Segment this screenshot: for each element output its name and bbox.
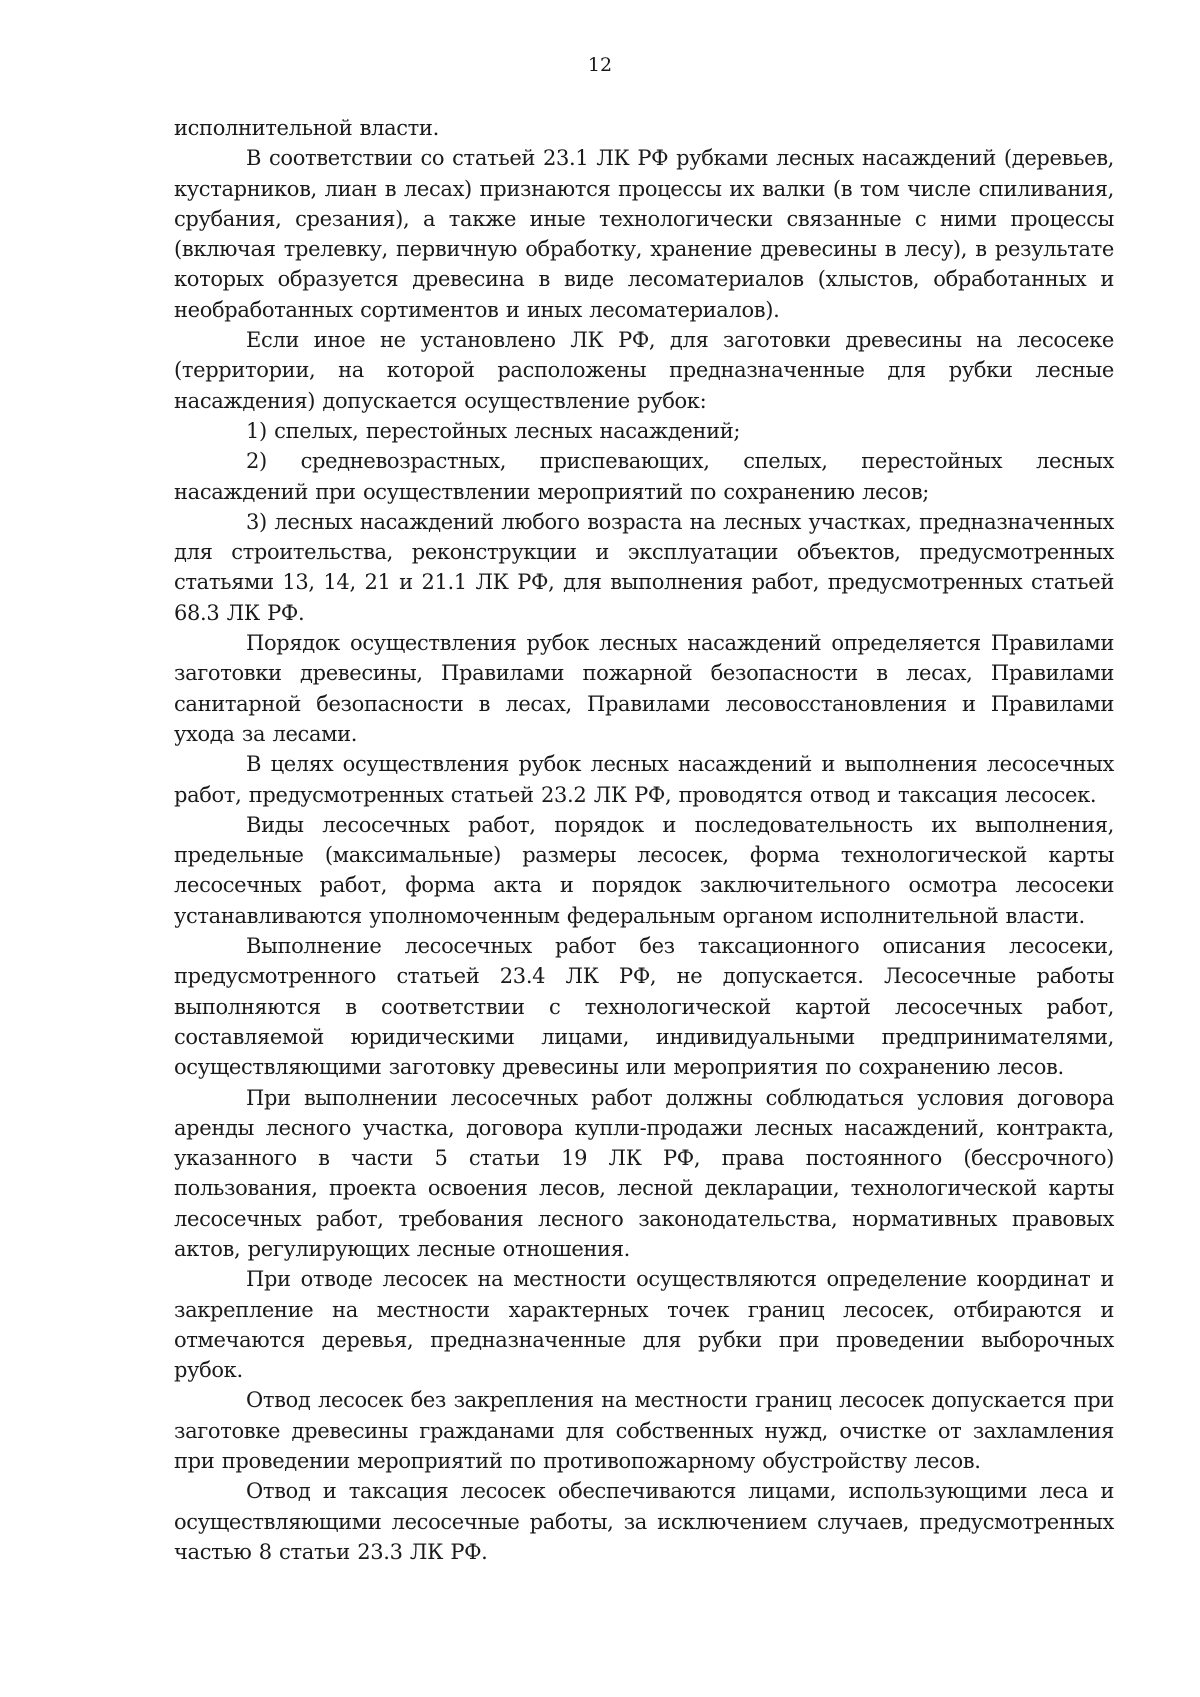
paragraph: Порядок осуществления рубок лесных насаждений определяется Правилами заготовки древесины, Правилами пожарной безопасности в лесах, Правилами санитарной безопасности в лесах, Правилами лесовосстановления и Правилами ухода за лесами.: [174, 631, 1114, 746]
paragraph-continuation: исполнительной власти.: [174, 116, 439, 140]
list-item: 3) лесных насаждений любого возраста на лесных участках, предназначенных для строительства, реконструкции и эксплуатации объектов, предусмотренных статьями 13, 14, 21 и 21.1 ЛК РФ, для выполнения работ, предусмотренных статьей 68.3 ЛК РФ.: [174, 509, 1114, 625]
paragraph: В целях осуществления рубок лесных насаждений и выполнения лесосечных работ, предусмотренных статьей 23.2 ЛК РФ, проводятся отвод и таксация лесосек.: [174, 752, 1114, 807]
list-item: 1) спелых, перестойных лесных насаждений;: [246, 418, 741, 443]
paragraph: Если иное не установлено ЛК РФ, для заготовки древесины на лесосеке (территории, на которой расположены предназначенные для рубки лесные насаждения) допускается осуществление рубок:: [174, 328, 1114, 413]
paragraph: При выполнении лесосечных работ должны соблюдаться условия договора аренды лесного участка, договора купли-продажи лесных насаждений, контракта, указанного в части 5 статьи 19 ЛК РФ, права постоянного (бессрочного) пользования, проекта освоения лесов, лесной декларации, технологической карты лесосечных работ, требования лесного законодательства, нормативных правовых актов, регулирующих лесные отношения.: [174, 1085, 1114, 1261]
paragraph: Отвод и таксация лесосек обеспечиваются лицами, использующими леса и осуществляющими лесосечные работы, за исключением случаев, предусмотренных частью 8 статьи 23.3 ЛК РФ.: [174, 1479, 1114, 1564]
list-item: 2) средневозрастных, приспевающих, спелых, перестойных лесных насаждений при осуществлении мероприятий по сохранению лесов;: [174, 449, 1114, 504]
paragraph: В соответствии со статьей 23.1 ЛК РФ рубками лесных насаждений (деревьев, кустарников, лиан в лесах) признаются процессы их валки (в том числе спиливания, срубания, срезания), а также иные технологически связанные с ними процессы (включая трелевку, первичную обработку, хранение древесины в лесу), в результате которых образуется древесина в виде лесоматериалов (хлыстов, обработанных и необработанных сортиментов и иных лесоматериалов).: [174, 146, 1114, 322]
paragraph: Виды лесосечных работ, порядок и последовательность их выполнения, предельные (максимальные) размеры лесосек, форма технологической карты лесосечных работ, форма акта и порядок заключительного осмотра лесосеки устанавливаются уполномоченным федеральным органом исполнительной власти.: [174, 812, 1114, 928]
paragraph: Выполнение лесосечных работ без таксационного описания лесосеки, предусмотренного статьей 23.4 ЛК РФ, не допускается. Лесосечные работы выполняются в соответствии с технологической картой лесосечных работ, составляемой юридическими лицами, индивидуальными предпринимателями, осуществляющими заготовку древесины или мероприятия по сохранению лесов.: [174, 934, 1114, 1080]
paragraph: При отводе лесосек на местности осуществляются определение координат и закрепление на местности характерных точек границ лесосек, отбираются и отмечаются деревья, предназначенные для рубки при проведении выборочных рубок.: [174, 1267, 1114, 1383]
paragraph: Отвод лесосек без закрепления на местности границ лесосек допускается при заготовке древесины гражданами для собственных нужд, очистке от захламления при проведении мероприятий по противопожарному обустройству лесов.: [174, 1388, 1114, 1474]
body-text: [174, 113, 1114, 1567]
page-number: 12: [587, 54, 613, 76]
